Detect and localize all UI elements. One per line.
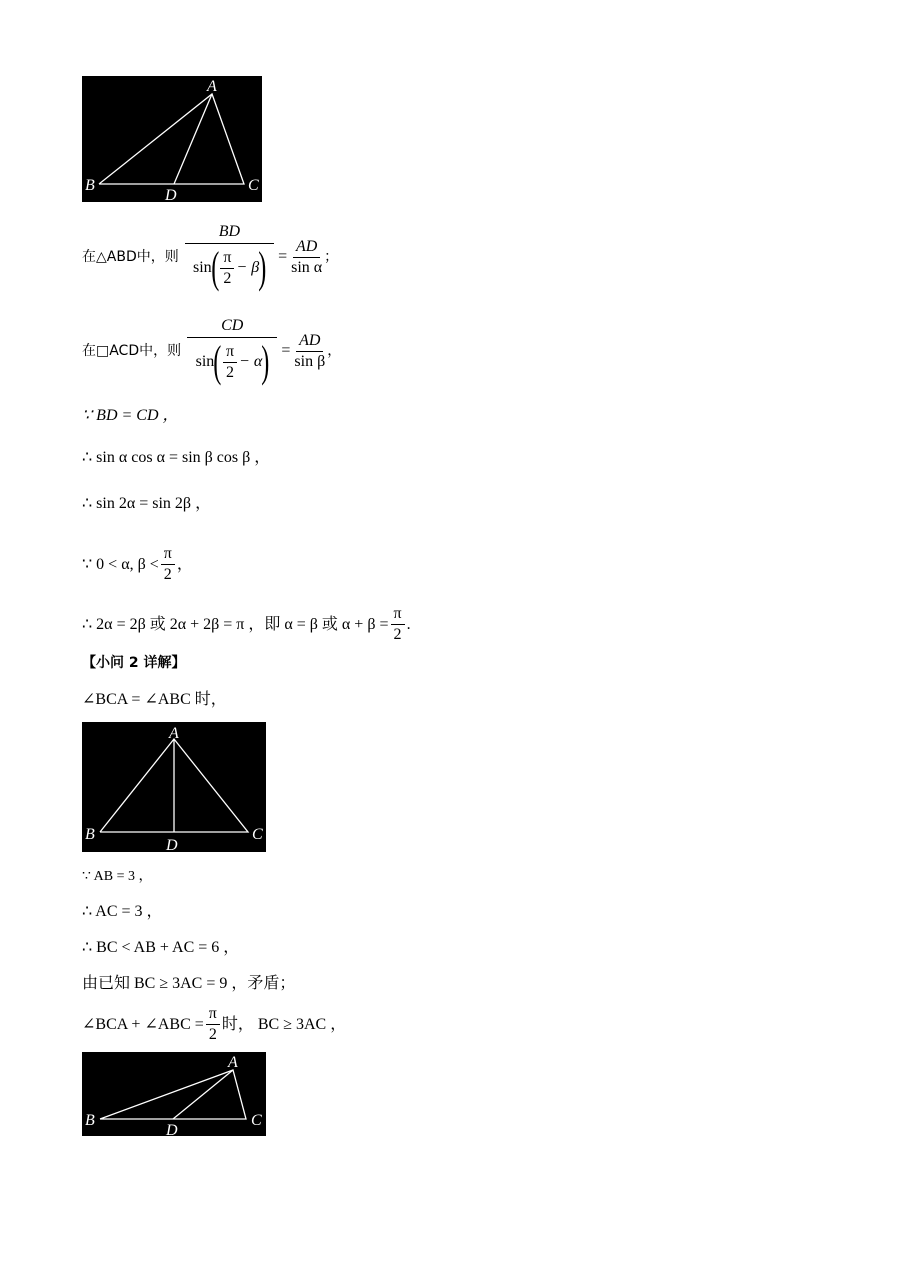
line13-prefix: ∠BCA + ∠ABC = — [82, 1015, 204, 1033]
line2-left-numerator: CD — [187, 318, 277, 338]
line13-num: π — [206, 1006, 220, 1025]
equation-line-13 — [82, 1006, 346, 1043]
triangle-figure-2 — [82, 722, 266, 852]
line6-suffix: ， — [176, 555, 193, 573]
equation-line-10: ∴ AC = 3 ， — [82, 903, 163, 920]
equation-line-6 — [82, 546, 193, 583]
line2-right-denominator: sin β — [294, 352, 326, 370]
line1-inner-rest: − β — [236, 259, 260, 276]
line1-left-fraction — [185, 224, 274, 290]
line1-prefix: 在△ABD中，则 — [82, 249, 179, 265]
triangle-1-outline — [99, 94, 244, 184]
line2-inner-num: π — [223, 344, 237, 363]
line1-right-numerator: AD — [293, 239, 320, 258]
line13-suffix: 时， BC ≥ 3AC ， — [221, 1015, 347, 1033]
equation-line-11: ∴ BC < AB + AC = 6 ， — [82, 939, 240, 956]
line7-num: π — [391, 606, 405, 625]
label-B: B — [85, 1112, 95, 1129]
triangle-1-median — [174, 94, 212, 184]
section-title: 【小问 2 详解】 — [82, 655, 186, 671]
label-A: A — [207, 78, 217, 95]
line1-eq: = — [278, 248, 288, 265]
equation-line-7 — [82, 606, 411, 643]
equation-line-4: ∴ sin α cos α = sin β cos β ， — [82, 449, 271, 466]
line7-prefix: ∴ 2α = 2β 或 2α + 2β = π ，即 α = β 或 α + β = — [82, 615, 389, 633]
label-C: C — [252, 826, 263, 843]
triangle-figure-3-svg — [82, 1052, 266, 1136]
line2-prefix: 在□ACD中，则 — [82, 343, 182, 359]
line7-suffix: . — [406, 615, 411, 633]
line6-den: 2 — [163, 566, 172, 583]
label-C: C — [251, 1112, 262, 1129]
line2-rparen: ) — [261, 337, 270, 386]
equation-line-2 — [82, 318, 341, 384]
triangle-3-median — [173, 1070, 233, 1119]
label-D: D — [166, 1122, 178, 1136]
line2-left-fraction — [187, 318, 277, 384]
line1-inner-den: 2 — [223, 269, 232, 287]
triangle-figure-3 — [82, 1052, 266, 1136]
label-D: D — [166, 837, 178, 852]
line2-suffix: ， — [327, 343, 342, 359]
equation-line-8: ∠BCA = ∠ABC 时， — [82, 691, 227, 708]
label-B: B — [85, 177, 95, 194]
line6-fraction — [161, 546, 175, 583]
line2-lparen: ( — [213, 337, 222, 386]
line1-inner-num: π — [220, 250, 234, 269]
label-C: C — [248, 177, 259, 194]
line1-left-numerator: BD — [185, 224, 274, 244]
line6-num: π — [161, 546, 175, 565]
equation-line-5: ∴ sin 2α = sin 2β ， — [82, 495, 212, 512]
line1-lparen: ( — [210, 243, 220, 292]
line2-inner-fraction — [223, 344, 237, 381]
line1-left-denominator — [193, 244, 266, 290]
label-B: B — [85, 826, 95, 843]
line2-left-denominator — [196, 338, 269, 384]
label-A: A — [169, 725, 179, 742]
line2-right-numerator: AD — [296, 333, 323, 352]
line1-rparen: ) — [258, 243, 267, 292]
equation-line-3: ∵ BD = CD ， — [82, 407, 179, 424]
line1-inner-fraction — [220, 250, 234, 287]
line1-sin: sin — [192, 259, 212, 276]
triangle-figure-1-svg — [82, 76, 262, 202]
line2-eq: = — [281, 342, 291, 359]
line1-right-denominator: sin α — [291, 258, 323, 276]
label-A: A — [228, 1054, 238, 1071]
equation-line-9: ∵ AB = 3 ， — [82, 869, 153, 884]
equation-line-1 — [82, 224, 338, 290]
line2-inner-den: 2 — [225, 363, 234, 381]
line2-inner-rest: − α — [239, 353, 263, 370]
line7-den: 2 — [393, 626, 402, 643]
line2-sin: sin — [195, 353, 215, 370]
equation-line-12: 由已知 BC ≥ 3AC = 9 ，矛盾； — [82, 975, 296, 992]
line6-prefix: ∵ 0 < α, β < — [82, 555, 159, 573]
line13-den: 2 — [208, 1026, 217, 1043]
line7-fraction — [391, 606, 405, 643]
line1-suffix: ； — [324, 249, 339, 265]
line13-fraction — [206, 1006, 220, 1043]
triangle-figure-1 — [82, 76, 262, 202]
line1-right-fraction — [291, 239, 322, 276]
line2-right-fraction — [294, 333, 325, 370]
triangle-figure-2-svg — [82, 722, 266, 852]
label-D: D — [165, 187, 177, 202]
